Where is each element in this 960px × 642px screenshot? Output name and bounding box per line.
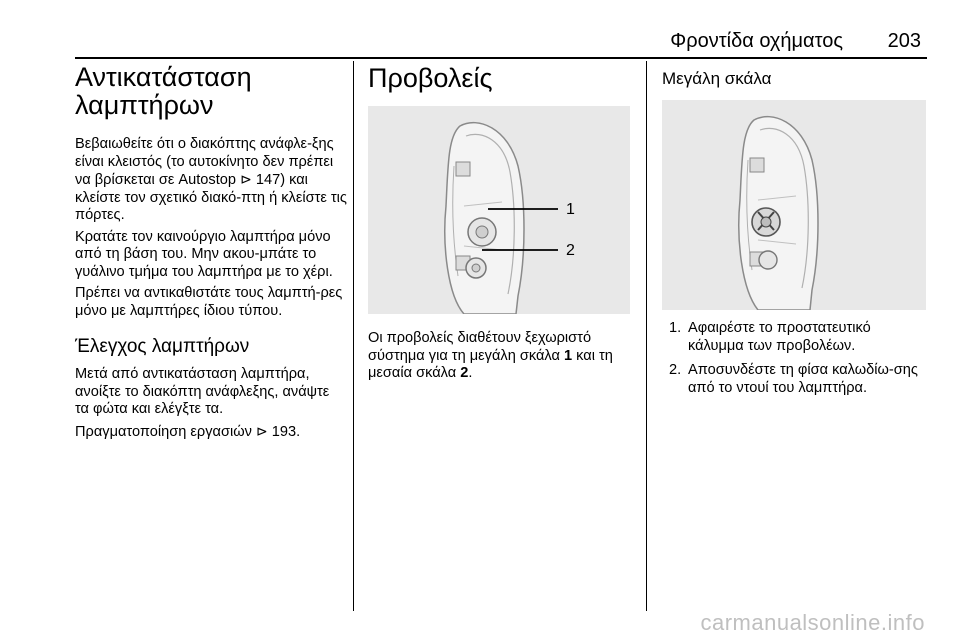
paragraph-service (75, 423, 347, 442)
step-text: Αποσυνδέστε τη φίσα καλωδίω-σης από το ντουί του λαμπτήρα. (688, 362, 918, 396)
heading-headlights: Προβολείς (368, 63, 493, 93)
headlight-illustration (368, 106, 630, 314)
page-ref-icon: ⊳ (255, 422, 268, 439)
callout-label-2: 2 (566, 242, 575, 259)
heading-bulb-check: Έλεγχος λαμπτήρων (75, 336, 250, 357)
paragraph-check: Μετά από αντικατάσταση λαμπτήρα, ανοίξτε το διακόπτη ανάφλεξης, ανάψτε τα φώτα και ελέγξτε τα. (75, 366, 330, 417)
section-title: Φροντίδα οχήματος (670, 30, 843, 52)
page-header (75, 30, 925, 54)
paragraph-same-type: Πρέπει να αντικαθιστάτε τους λαμπτή-ρες μόνο με λαμπτήρες ίδιου τύπου. (75, 285, 343, 319)
high-beam-steps (662, 320, 928, 397)
column-bulb-replacement (75, 62, 347, 445)
caption-text-2: και τη μεσαία σκάλα (368, 347, 613, 381)
paragraph-ignition-text: Βεβαιωθείτε ότι ο διακόπτης ανάφλε-ξης είναι κλειστός (το αυτοκίνητο δεν πρέπει να βρίσκεται σε Autostop (75, 136, 334, 188)
caption-text-3: . (468, 365, 473, 381)
step-text: Αφαιρέστε το προστατευτικό κάλυμμα των προβολέων. (688, 320, 871, 354)
callout-label-1: 1 (566, 201, 575, 218)
heading-high-beam: Μεγάλη σκάλα (662, 69, 772, 88)
column-headlights (368, 62, 638, 387)
page-ref-icon: ⊳ (240, 171, 252, 187)
column-divider-2 (646, 61, 647, 611)
list-item (662, 362, 928, 397)
column-high-beam (662, 62, 928, 404)
caption-ref-low-beam: 2 (460, 365, 469, 381)
column-divider-1 (353, 61, 354, 611)
caption-ref-high-beam: 1 (564, 347, 573, 364)
heading-bulb-replacement: Αντικατάσταση λαμπτήρων (75, 62, 252, 120)
step-number: 2. (669, 362, 682, 378)
high-beam-illustration (662, 100, 926, 310)
list-item (662, 320, 928, 355)
page-number: 203 (887, 30, 921, 52)
paragraph-ignition (75, 136, 347, 225)
headlights-caption (368, 330, 638, 383)
high-beam-diagram (662, 100, 926, 310)
page-ref-text[interactable]: 147) και κλείστε τον σχετικό διακό-πτη ή κλείστε τις πόρτες. (75, 172, 347, 223)
paragraph-service-text: Πραγματοποίηση εργασιών (75, 423, 252, 440)
step-number: 1. (669, 320, 682, 336)
caption-text-1: Οι προβολείς διαθέτουν ξεχωριστό σύστημα για τη μεγάλη σκάλα (368, 330, 592, 364)
header-divider (75, 57, 927, 59)
headlight-diagram (368, 106, 630, 314)
paragraph-handling: Κρατάτε τον καινούργιο λαμπτήρα μόνο από τη βάση του. Μην ακου-μπάτε το γυάλινο τμήμα του λαμπτήρα με το χέρι. (75, 228, 333, 280)
watermark: carmanualsonline.info (700, 610, 925, 635)
page-ref-text[interactable]: 193. (267, 423, 301, 440)
